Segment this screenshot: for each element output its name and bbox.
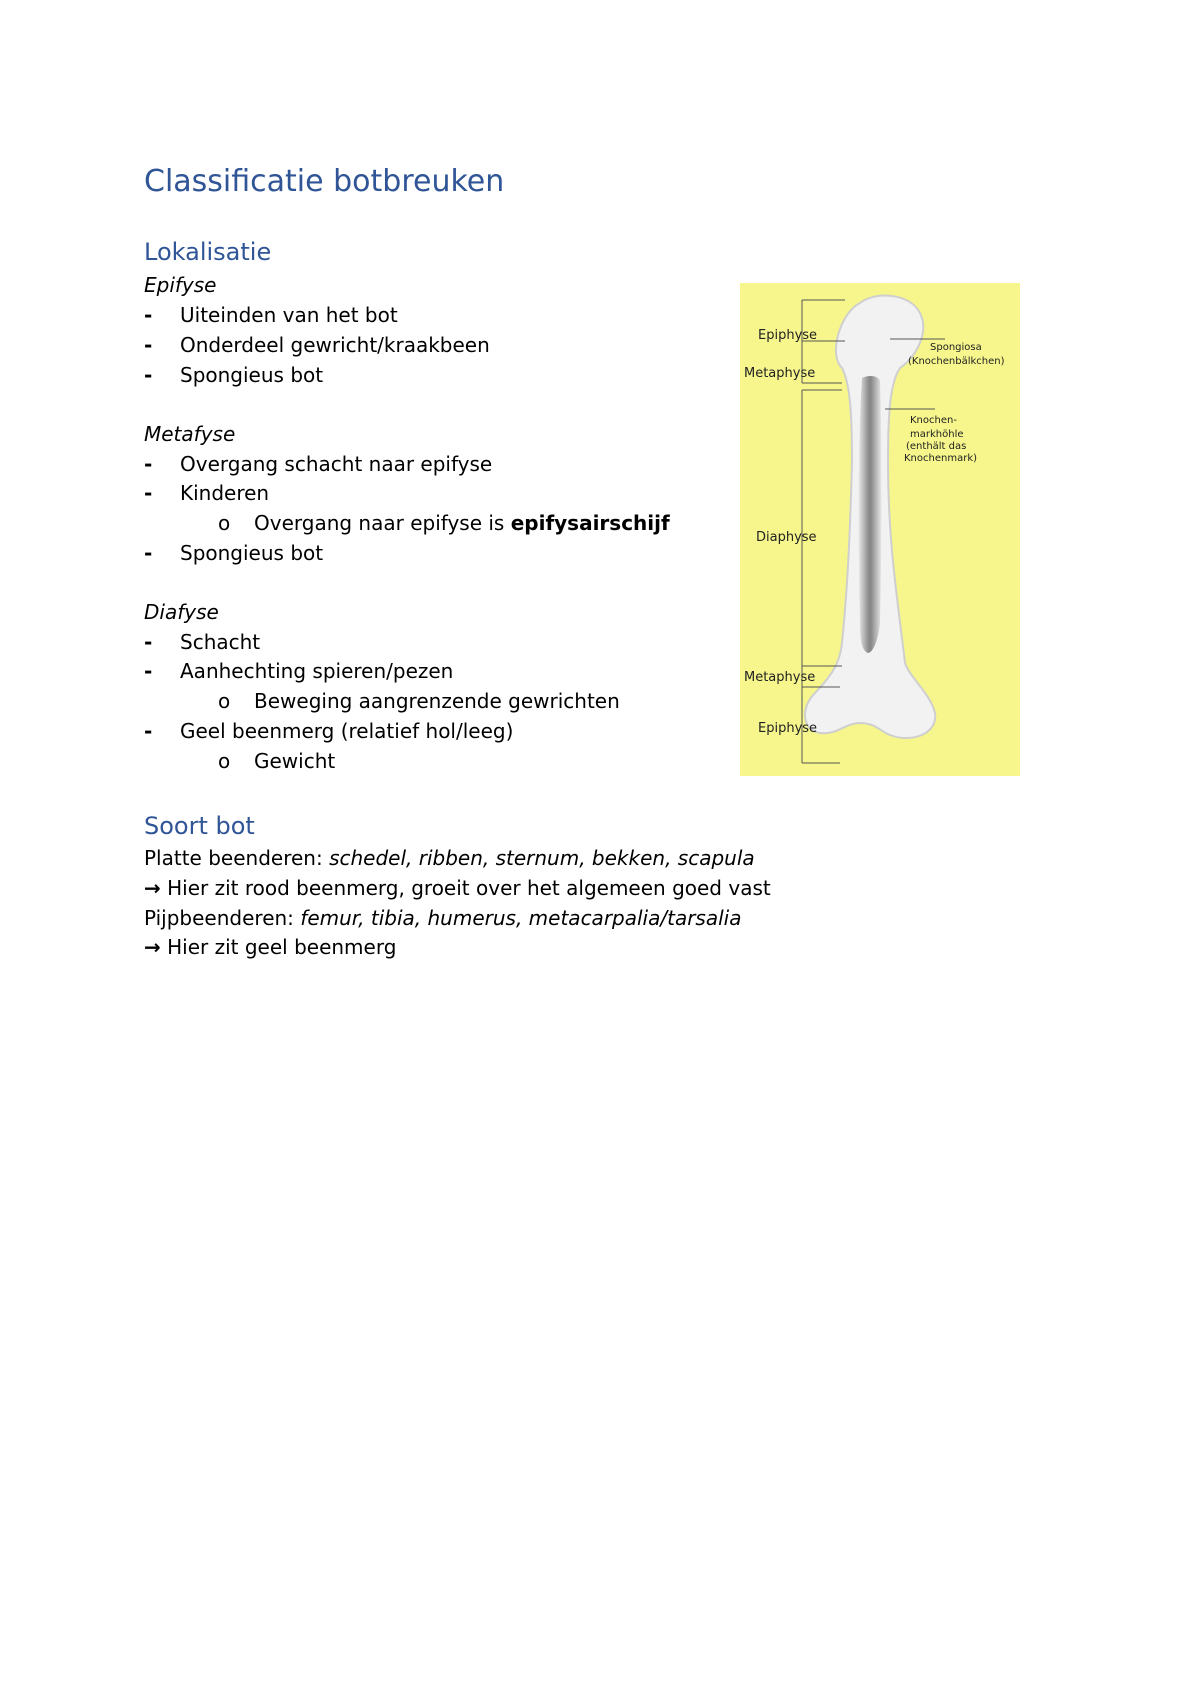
paragraph-geel-beenmerg bbox=[144, 933, 396, 961]
examples: schedel, ribben, sternum, bekken, scapula bbox=[329, 846, 755, 870]
paragraph-pijpbeenderen bbox=[144, 904, 741, 932]
label-epiphyse-top: Epiphyse bbox=[758, 328, 818, 343]
paragraph-rood-beenmerg bbox=[144, 874, 771, 902]
label-metaphyse-bottom: Metaphyse bbox=[744, 670, 816, 685]
sub-bullet: o bbox=[218, 511, 231, 535]
list-item-text: Geel beenmerg (relatief hol/leeg) bbox=[180, 719, 514, 743]
sub-bullet: o bbox=[218, 689, 231, 713]
bold-term: epifysairschijf bbox=[510, 511, 670, 535]
list-item-text: Overgang schacht naar epifyse bbox=[180, 452, 493, 476]
bullet: - bbox=[144, 481, 153, 505]
arrow-icon: → bbox=[144, 935, 161, 959]
term-label: Platte beenderen: bbox=[144, 846, 330, 870]
list-item-text: Aanhechting spieren/pezen bbox=[180, 659, 454, 683]
arrow-icon: → bbox=[144, 876, 161, 900]
label-diafyse: Diafyse bbox=[144, 600, 219, 624]
sub-bullet: o bbox=[218, 749, 231, 773]
page-title: Classificatie botbreuken bbox=[144, 164, 505, 199]
bullet: - bbox=[144, 719, 153, 743]
label-epiphyse-bottom: Epiphyse bbox=[758, 721, 818, 736]
label-metaphyse-top: Metaphyse bbox=[744, 366, 816, 381]
sub-list-item-text: Gewicht bbox=[254, 749, 336, 773]
list-item-text: Schacht bbox=[180, 630, 261, 654]
list-item-text: Kinderen bbox=[180, 481, 270, 505]
label-knochenmark-1: Knochen- bbox=[910, 415, 957, 426]
note-text: Hier zit rood beenmerg, groeit over het algemeen goed vast bbox=[167, 876, 771, 900]
label-spongiosa-sub: (Knochenbälkchen) bbox=[908, 356, 1005, 367]
note-text: Hier zit geel beenmerg bbox=[167, 935, 397, 959]
sub-list-item-text: Beweging aangrenzende gewrichten bbox=[254, 689, 620, 713]
bullet: - bbox=[144, 303, 153, 327]
label-metafyse: Metafyse bbox=[144, 422, 236, 446]
list-item-text: Onderdeel gewricht/kraakbeen bbox=[180, 333, 490, 357]
label-knochenmark-4: Knochenmark) bbox=[904, 453, 978, 464]
bone-illustration bbox=[740, 283, 1020, 776]
term-label: Pijpbeenderen: bbox=[144, 906, 301, 930]
bullet: - bbox=[144, 363, 153, 387]
list-item-text: Spongieus bot bbox=[180, 363, 324, 387]
bullet: - bbox=[144, 630, 153, 654]
label-knochenmark-3: (enthält das bbox=[906, 441, 967, 452]
paragraph-platte-beenderen bbox=[144, 844, 755, 872]
bullet: - bbox=[144, 659, 153, 683]
heading-lokalisatie: Lokalisatie bbox=[144, 238, 272, 266]
heading-soort-bot: Soort bot bbox=[144, 812, 255, 840]
list-item-text: Uiteinden van het bot bbox=[180, 303, 398, 327]
marrow-cavity bbox=[859, 376, 882, 653]
label-diaphyse: Diaphyse bbox=[756, 530, 817, 545]
examples: femur, tibia, humerus, metacarpalia/tarsalia bbox=[300, 906, 742, 930]
bullet: - bbox=[144, 333, 153, 357]
bone-diagram bbox=[740, 283, 1020, 776]
sub-list-item-text: Overgang naar epifyse is epifysairschijf bbox=[254, 511, 670, 535]
label-knochenmark-2: markhöhle bbox=[910, 429, 964, 440]
bullet: - bbox=[144, 541, 153, 565]
list-item-text: Spongieus bot bbox=[180, 541, 324, 565]
label-epifyse: Epifyse bbox=[144, 273, 217, 297]
label-spongiosa: Spongiosa bbox=[930, 342, 982, 353]
bullet: - bbox=[144, 452, 153, 476]
